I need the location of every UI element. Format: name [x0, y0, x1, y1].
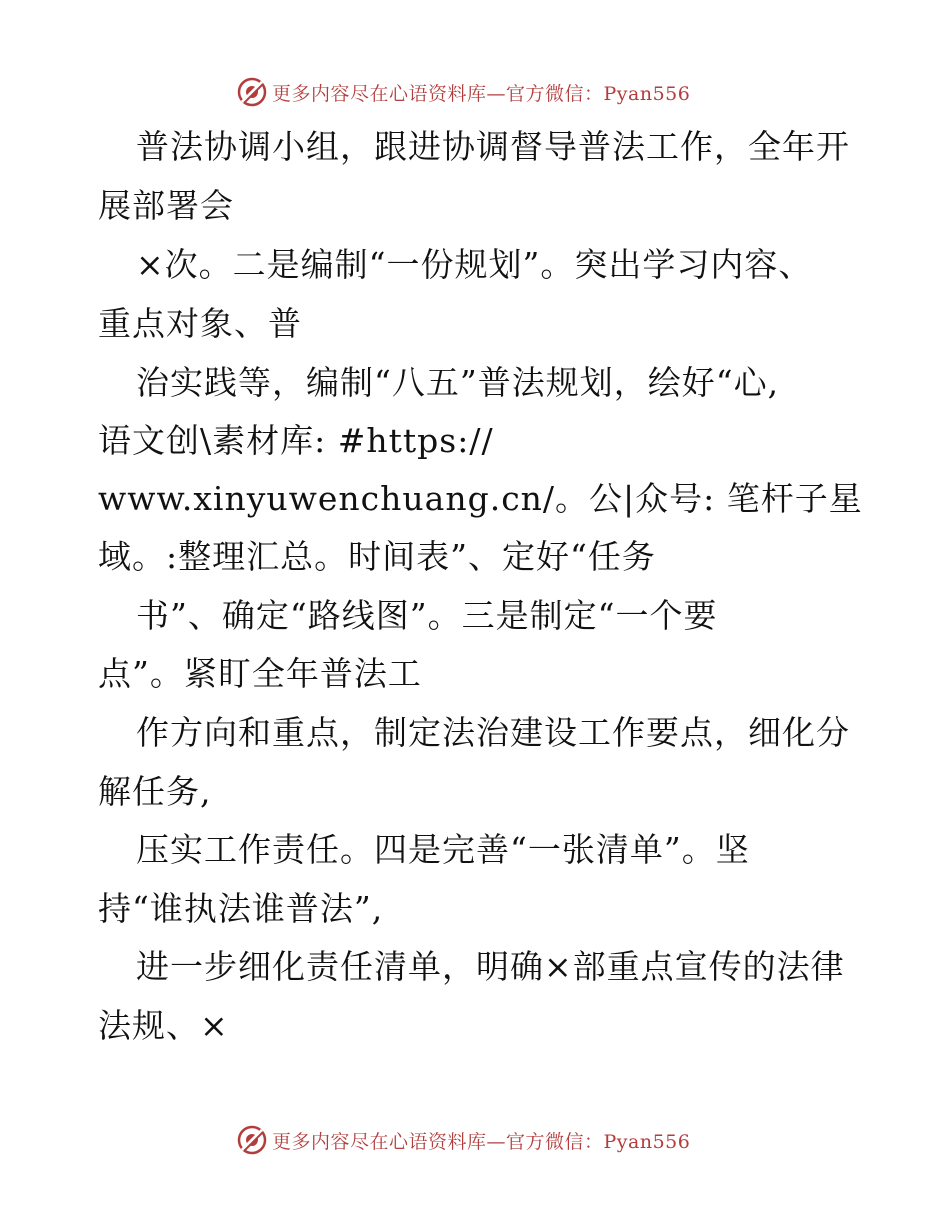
text-line: 持“谁执法谁普法”, [98, 889, 384, 928]
text-line: 作方向和重点，制定法治建设工作要点，细化分 [136, 713, 850, 752]
text-line: 书”、确定“路线图”。三是制定“一个要 [136, 596, 718, 635]
text-line: www.xinyuwenchuang.cn/。公|众号: 笔杆子星 [98, 479, 863, 518]
footer-banner [0, 1120, 950, 1160]
logo-icon [236, 1124, 268, 1156]
text-line: ×次。二是编制“一份规划”。突出学习内容、 [136, 245, 813, 284]
text-line: 压实工作责任。四是完善“一张清单”。坚 [136, 830, 750, 869]
text-line: 普法协调小组，跟进协调督导普法工作，全年开 [136, 127, 850, 166]
text-line: 展部署会 [98, 186, 234, 225]
text-line: 域。:整理汇总。时间表”、定好“任务 [98, 537, 656, 576]
text-line: 治实践等，编制“八五”普法规划，绘好“心, [136, 363, 780, 402]
text-line: 点”。紧盯全年普法工 [98, 654, 422, 693]
text-line: 进一步细化责任清单，明确×部重点宣传的法律 [136, 947, 845, 986]
footer-banner-text: 更多内容尽在心语资料库—官方微信：Pyan556 [272, 1130, 691, 1153]
text-line: 法规、× [98, 1006, 229, 1045]
text-line: 重点对象、普 [98, 304, 302, 343]
header-banner [0, 72, 950, 112]
header-banner-text: 更多内容尽在心语资料库—官方微信：Pyan556 [272, 82, 691, 105]
logo-icon [236, 76, 268, 108]
text-line: 语文创\素材库: #https:// [98, 421, 494, 460]
text-line: 解任务, [98, 772, 212, 811]
